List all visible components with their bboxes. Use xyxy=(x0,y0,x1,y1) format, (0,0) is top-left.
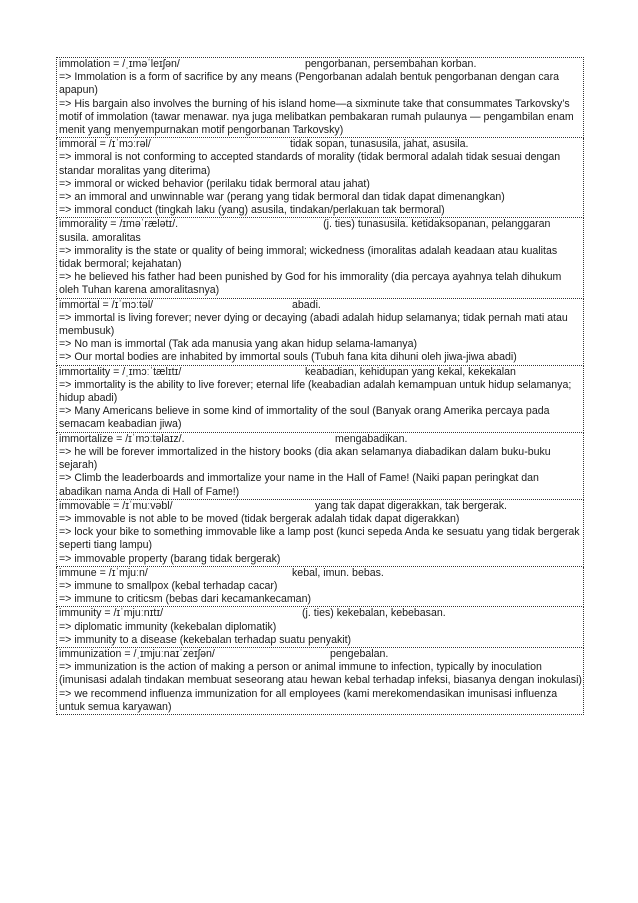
example-line: => immortality is the ability to live forever; eternal life (keabadian adalah kemampuan untuk hidup selamanya; hidup abadi) xyxy=(59,378,572,405)
translation: tidak sopan, tunasusila, jahat, asusila. xyxy=(290,138,469,151)
translation: (j. ties) tunasusila. ketidaksopanan, pelanggaran susila. amoralitas xyxy=(59,218,551,244)
headword: immunity = /ɪˈmjuːnɪtɪ/ xyxy=(59,607,164,620)
translation: mengabadikan. xyxy=(335,432,408,445)
example-line: => immovable is not able to be moved (tidak bergerak adalah tidak dapat digerakkan) xyxy=(59,512,460,525)
example-line: => immortal is living forever; never dying or decaying (abadi adalah hidup selamanya; tidak pernah mati atau membusuk) xyxy=(59,311,568,338)
headword: immolation = /ˌɪməˈleɪʃən/ xyxy=(59,58,180,70)
example-line: => immovable property (barang tidak bergerak) xyxy=(59,552,281,565)
translation: pengebalan. xyxy=(330,647,389,660)
headword: immovable = /ɪˈmuːvəbl/ xyxy=(59,499,173,512)
example-line: => he believed his father had been punished by God for his immorality (dia percaya ayahnya telah dihukum oleh Tuhan karena amoralitasnya) xyxy=(59,271,562,297)
example-line: => immune to criticsm (bebas dari kecamankecaman) xyxy=(59,593,311,606)
example-line: => lock your bike to something immovable like a lamp post (kunci sepeda Anda ke sesuatu yang tidak bergerak seperti tiang lampu) xyxy=(59,526,580,552)
example-line: => immoral is not conforming to accepted standards of morality (tidak bermoral adalah tidak sesuai dengan standar moralitas yang diterima) xyxy=(59,151,561,177)
headword: immorality = /ɪməˈrælətɪ/. xyxy=(59,218,179,231)
headword: immunization = /ˌɪmjuːnaɪˈzeɪʃən/ xyxy=(59,647,215,660)
example-line: => His bargain also involves the burning of his island home—a sixminute take that consummates Tarkovsky’s motif of immolation (tawar menawar. nya juga melibatkan pembakaran rumah pulaunya — pengambilan enam menit yang menyempurnakan motif pengorbanan Tarkovsky) xyxy=(59,97,574,137)
translation: yang tak dapat digerakkan, tak bergerak. xyxy=(315,499,507,512)
example-line: => an immoral and unwinnable war (perang yang tidak bermoral dan tidak dapat dimenangkan) xyxy=(59,191,505,204)
entry-immortalize xyxy=(56,433,584,500)
example-line: => Immolation is a form of sacrifice by any means (Pengorbanan adalah bentuk pengorbanan dengan cara apapun) xyxy=(59,71,559,97)
entry-immolation xyxy=(56,57,584,138)
example-line: => diplomatic immunity (kekebalan diplomatik) xyxy=(59,620,277,633)
headword: immoral = /ɪˈmɔːrəl/ xyxy=(59,138,151,151)
headword: immortality = /ˌɪmɔːˈtælɪtɪ/ xyxy=(59,365,182,378)
translation: abadi. xyxy=(292,298,321,311)
example-line: => we recommend influenza immunization for all employees (kami merekomendasikan imunisasi influenza untuk semua karyawan) xyxy=(59,687,558,713)
example-line: => Our mortal bodies are inhabited by immortal souls (Tubuh fana kita dihuni oleh jiwa-jiwa abadi) xyxy=(59,351,517,364)
entry-immortality xyxy=(56,366,584,433)
example-line: => immunization is the action of making a person or animal immune to infection, typically by inoculation (imunisasi adalah tindakan membuat seseorang atau hewan kebal terhadap infeksi, biasanya dengan inokulasi) xyxy=(59,661,582,687)
translation: kebal, imun. bebas. xyxy=(292,566,384,579)
translation: keabadian, kehidupan yang kekal, kekekalan xyxy=(305,365,516,378)
entry-immortal xyxy=(56,299,584,366)
example-line: => Many Americans believe in some kind of immortality of the soul (Banyak orang Amerika percaya pada semacam keabadian jiwa) xyxy=(59,405,550,431)
entry-immoral xyxy=(56,138,584,218)
entry-immunization xyxy=(56,648,584,715)
headword: immortalize = /ɪˈmɔːtəlaɪz/. xyxy=(59,432,185,445)
translation: pengorbanan, persembahan korban. xyxy=(305,58,477,70)
example-line: => he will be forever immortalized in the history books (dia akan selamanya diabadikan dalam buku-buku sejarah) xyxy=(59,445,551,472)
example-line: => immoral or wicked behavior (perilaku tidak bermoral atau jahat) xyxy=(59,177,370,190)
example-line: => immune to smallpox (kebal terhadap cacar) xyxy=(59,579,278,592)
example-line: => immoral conduct (tingkah laku (yang) asusila, tindakan/perlakuan tak bermoral) xyxy=(59,204,445,217)
entry-immunity xyxy=(56,607,584,648)
entry-immovable xyxy=(56,500,584,567)
example-line: => immorality is the state or quality of being immoral; wickedness (imoralitas adalah keadaan atau kualitas tidak bermoral; kejahatan) xyxy=(59,244,558,271)
example-line: => immunity to a disease (kekebalan terhadap suatu penyakit) xyxy=(59,633,352,646)
headword: immune = /ɪˈmjuːn/ xyxy=(59,566,148,579)
example-line: => Climb the leaderboards and immortalize your name in the Hall of Fame! (Naiki papan peringkat dan abadikan nama Anda di Hall of Fame!) xyxy=(59,472,539,498)
translation: (j. ties) kekebalan, kebebasan. xyxy=(302,607,446,620)
dictionary-page xyxy=(56,57,584,715)
example-line: => No man is immortal (Tak ada manusia yang akan hidup selama-lamanya) xyxy=(59,338,418,351)
entry-immune xyxy=(56,567,584,608)
entry-immorality xyxy=(56,218,584,298)
headword: immortal = /ɪˈmɔːtəl/ xyxy=(59,298,154,311)
